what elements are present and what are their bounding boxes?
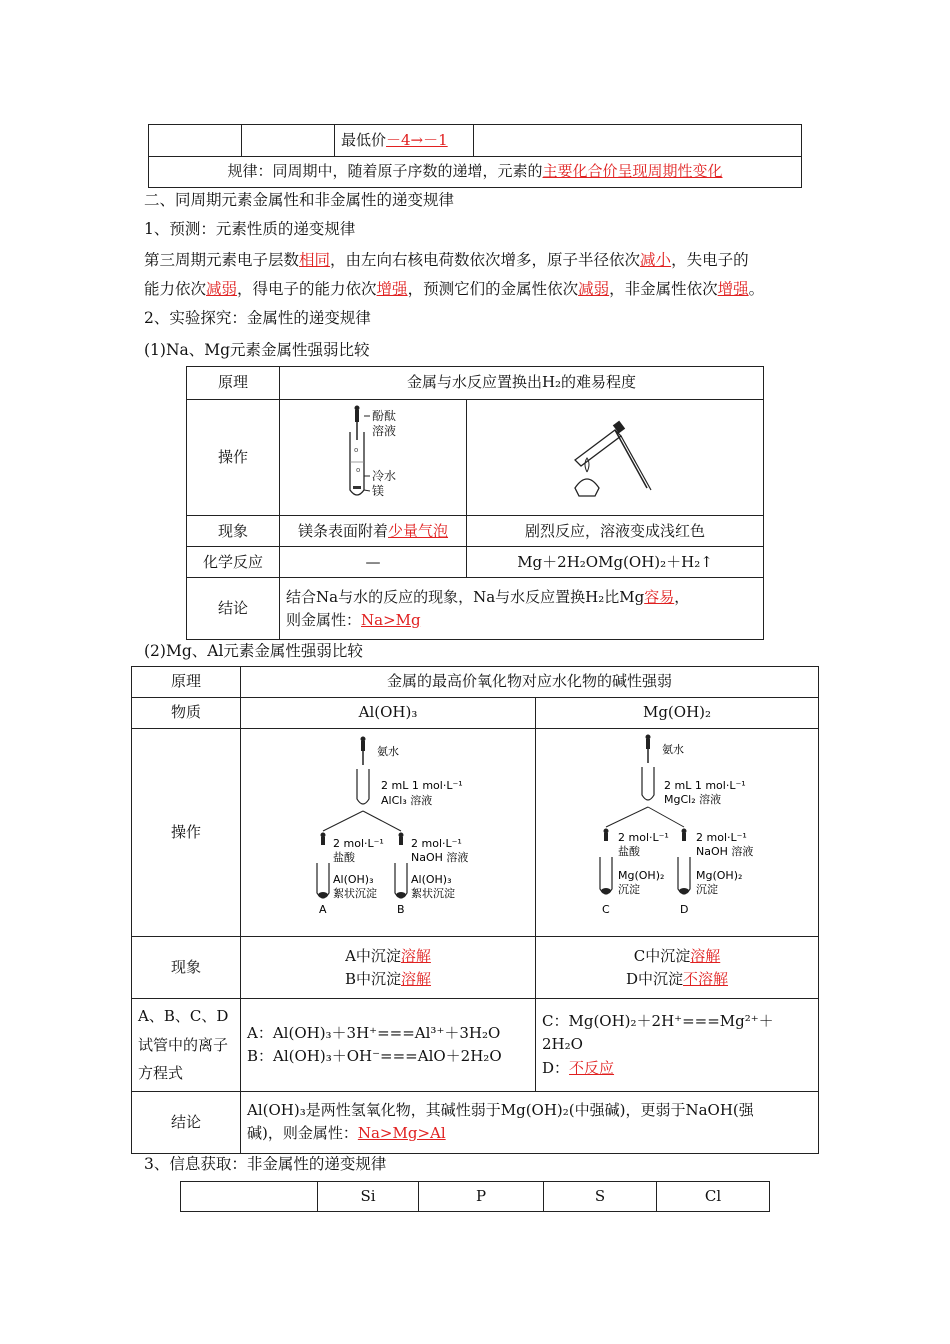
t1-phenomenon-left: [280, 516, 467, 547]
t2-conclusion: [241, 1091, 819, 1153]
alcl3-experiment-diagram: [241, 729, 535, 929]
equation-c: C：Mg(OH)₂＋2H⁺===Mg²⁺＋2H₂O: [542, 1012, 774, 1054]
t1-phen-left-answer: 少量气泡: [388, 521, 449, 540]
t1-figure-cold-water: [280, 400, 467, 516]
fig1-label-3: 冷水: [372, 469, 397, 483]
figB-tag-right: D: [680, 903, 689, 916]
t2-phen-text: B中沉淀: [344, 969, 401, 988]
figA-r1: 2 mol·L⁻¹: [411, 837, 462, 850]
figB-top: 氨水: [662, 743, 684, 756]
t3-head-cl: Cl: [657, 1182, 770, 1212]
figB-mid2: MgCl₂ 溶液: [664, 793, 722, 806]
t2-phen-answer: 溶解: [400, 946, 431, 965]
t2-concl-answer: Na>Mg>Al: [357, 1124, 446, 1143]
fig1-label-4: 镁: [372, 484, 385, 498]
figA-tag-right: B: [397, 903, 405, 916]
equation-d-answer: 不反应: [569, 1058, 615, 1077]
figA-tag-left: A: [319, 903, 327, 916]
t2-equations-left: [241, 999, 536, 1092]
t2-concl-text: Al(OH)₃是两性氢氧化物，其碱性弱于Mg(OH)₂(中强碱)，更弱于NaOH(强: [247, 1101, 754, 1119]
para-text: ，非金属性依次: [609, 280, 718, 298]
t1-conclusion: [280, 578, 764, 640]
para-answer: 增强: [376, 280, 408, 298]
top-cell-lowest: [335, 125, 474, 157]
item3-title: 3、信息获取：非金属性的递变规律: [144, 1155, 387, 1173]
figB-l1: 2 mol·L⁻¹: [618, 831, 669, 844]
figB-tag-left: C: [602, 903, 610, 916]
t2-label-substance: 物质: [132, 698, 241, 729]
t2-label-phenomenon: 现象: [132, 937, 241, 999]
paragraph-line-2: [144, 277, 764, 299]
figA-b1-right: Al(OH)₃: [411, 873, 452, 886]
figB-b1-right: Mg(OH)₂: [696, 869, 743, 882]
para-answer: 增强: [717, 280, 749, 298]
para-answer: 减弱: [578, 280, 610, 298]
rule-text: 规律：同周期中，随着原子序数的递增，元素的: [227, 162, 543, 181]
item2-title: 2、实验探究：金属性的递变规律: [144, 309, 371, 327]
t1-label-reaction: 化学反应: [187, 547, 280, 578]
top-cell-empty-3: [474, 125, 802, 157]
para-text: ，由左向右核电荷数依次增多，原子半径依次: [330, 251, 641, 269]
figA-b2-left: 絮状沉淀: [333, 887, 377, 900]
figB-b2-left: 沉淀: [618, 883, 640, 896]
figB-r1: 2 mol·L⁻¹: [696, 831, 747, 844]
t2-concl-text: 碱)，则金属性：: [247, 1124, 358, 1143]
t2-phen-answer: 溶解: [690, 946, 721, 965]
figB-r2: NaOH 溶液: [696, 845, 754, 858]
figA-mid1: 2 mL 1 mol·L⁻¹: [381, 779, 463, 792]
fig1-label-1: 酚酞: [372, 409, 397, 423]
t2-phen-answer: 溶解: [401, 969, 432, 988]
para-text: ，预测它们的金属性依次: [407, 280, 579, 298]
lowest-answer: －4→－1: [386, 130, 448, 149]
table-mg-al: [131, 666, 819, 1154]
t2-figure-mg: [536, 729, 819, 937]
figB-mid1: 2 mL 1 mol·L⁻¹: [664, 779, 746, 792]
para-text: ，失电子的: [671, 251, 749, 269]
t2-phenomenon-right: [536, 937, 819, 999]
table-nonmetal: [180, 1181, 770, 1212]
t1-figure-hot-water: [467, 400, 764, 516]
figB-b2-right: 沉淀: [696, 883, 718, 896]
t1-concl-text: 则金属性：: [286, 610, 362, 629]
top-cell-empty-2: [242, 125, 335, 157]
equation-b: B：Al(OH)₃＋OH⁻===AlO＋2H₂O: [247, 1047, 502, 1065]
para-text: 。: [748, 280, 765, 298]
t2-phen-text: D中沉淀: [625, 969, 683, 988]
t2-substance-right: Mg(OH)₂: [536, 698, 819, 729]
figA-mid2: AlCl₃ 溶液: [381, 794, 433, 807]
t1-reaction-right: Mg＋2H₂OMg(OH)₂＋H₂↑: [467, 547, 764, 578]
t1-label-phenomenon: 现象: [187, 516, 280, 547]
rule-answer: 主要化合价呈现周期性变化: [542, 162, 723, 181]
figB-l2: 盐酸: [618, 845, 640, 858]
t3-head-empty: [181, 1182, 318, 1212]
para-text: ，得电子的能力依次: [237, 280, 377, 298]
figA-b1-left: Al(OH)₃: [333, 873, 374, 886]
test-tube-diagram: [280, 400, 466, 508]
equation-a: A：Al(OH)₃＋3H⁺===Al³⁺＋3H₂O: [247, 1023, 501, 1042]
sub2-title: (2)Mg、Al元素金属性强弱比较: [144, 642, 363, 660]
t2-equations-right: [536, 999, 819, 1092]
t2-phen-answer: 不溶解: [683, 969, 729, 988]
fig1-label-2: 溶液: [372, 424, 397, 438]
item1-title: 1、预测：元素性质的递变规律: [144, 220, 356, 238]
t2-figure-al: [241, 729, 536, 937]
t3-head-p: P: [419, 1182, 544, 1212]
t1-principle: 金属与水反应置换出H₂的难易程度: [280, 367, 764, 400]
t3-head-si: Si: [318, 1182, 419, 1212]
figB-b1-left: Mg(OH)₂: [618, 869, 665, 882]
t1-label-operation: 操作: [187, 400, 280, 516]
t1-reaction-left: —: [280, 547, 467, 578]
t1-concl-answer: 容易: [644, 587, 675, 606]
section2-title: 二、同周期元素金属性和非金属性的递变规律: [144, 191, 455, 209]
t2-phenomenon-left: [241, 937, 536, 999]
top-cell-empty-1: [149, 125, 242, 157]
figA-l2: 盐酸: [333, 851, 355, 864]
figA-top: 氨水: [377, 745, 399, 758]
t2-label-operation: 操作: [132, 729, 241, 937]
t3-head-s: S: [544, 1182, 657, 1212]
t2-label-equations: A、B、C、D试管中的离子方程式: [132, 999, 241, 1092]
t1-phen-left-text: 镁条表面附着: [297, 521, 388, 540]
para-answer: 相同: [299, 251, 331, 269]
heating-tube-diagram: [475, 400, 755, 508]
mgcl2-experiment-diagram: [536, 729, 818, 929]
figA-l1: 2 mol·L⁻¹: [333, 837, 384, 850]
table-na-mg: [186, 366, 764, 640]
t1-concl-text: ，: [674, 587, 690, 606]
svg-text:o: o: [354, 446, 359, 454]
para-text: 第三周期元素电子层数: [144, 251, 300, 269]
sub1-title: (1)Na、Mg元素金属性强弱比较: [144, 341, 370, 359]
t1-concl-answer: Na>Mg: [361, 610, 421, 629]
paragraph-line-1: [144, 248, 749, 270]
t2-label-principle: 原理: [132, 667, 241, 698]
figA-r2: NaOH 溶液: [411, 851, 469, 864]
rule-cell: [149, 157, 802, 188]
lowest-label: 最低价: [341, 130, 387, 149]
t1-label-conclusion: 结论: [187, 578, 280, 640]
para-answer: 减小: [640, 251, 672, 269]
t2-phen-text: A中沉淀: [345, 946, 401, 965]
para-text: 能力依次: [144, 280, 207, 298]
t2-principle: 金属的最高价氧化物对应水化物的碱性强弱: [241, 667, 819, 698]
t1-phenomenon-right: 剧烈反应，溶液变成浅红色: [467, 516, 764, 547]
equation-d-label: D：: [542, 1058, 570, 1077]
t2-label-conclusion: 结论: [132, 1091, 241, 1153]
top-table: [148, 124, 802, 188]
svg-text:o: o: [356, 466, 361, 474]
para-answer: 减弱: [206, 280, 238, 298]
t1-concl-text: 结合Na与水的反应的现象，Na与水反应置换H₂比Mg: [286, 587, 645, 606]
figA-b2-right: 絮状沉淀: [411, 887, 455, 900]
t1-label-principle: 原理: [187, 367, 280, 400]
t2-phen-text: C中沉淀: [633, 946, 691, 965]
t2-substance-left: Al(OH)₃: [241, 698, 536, 729]
